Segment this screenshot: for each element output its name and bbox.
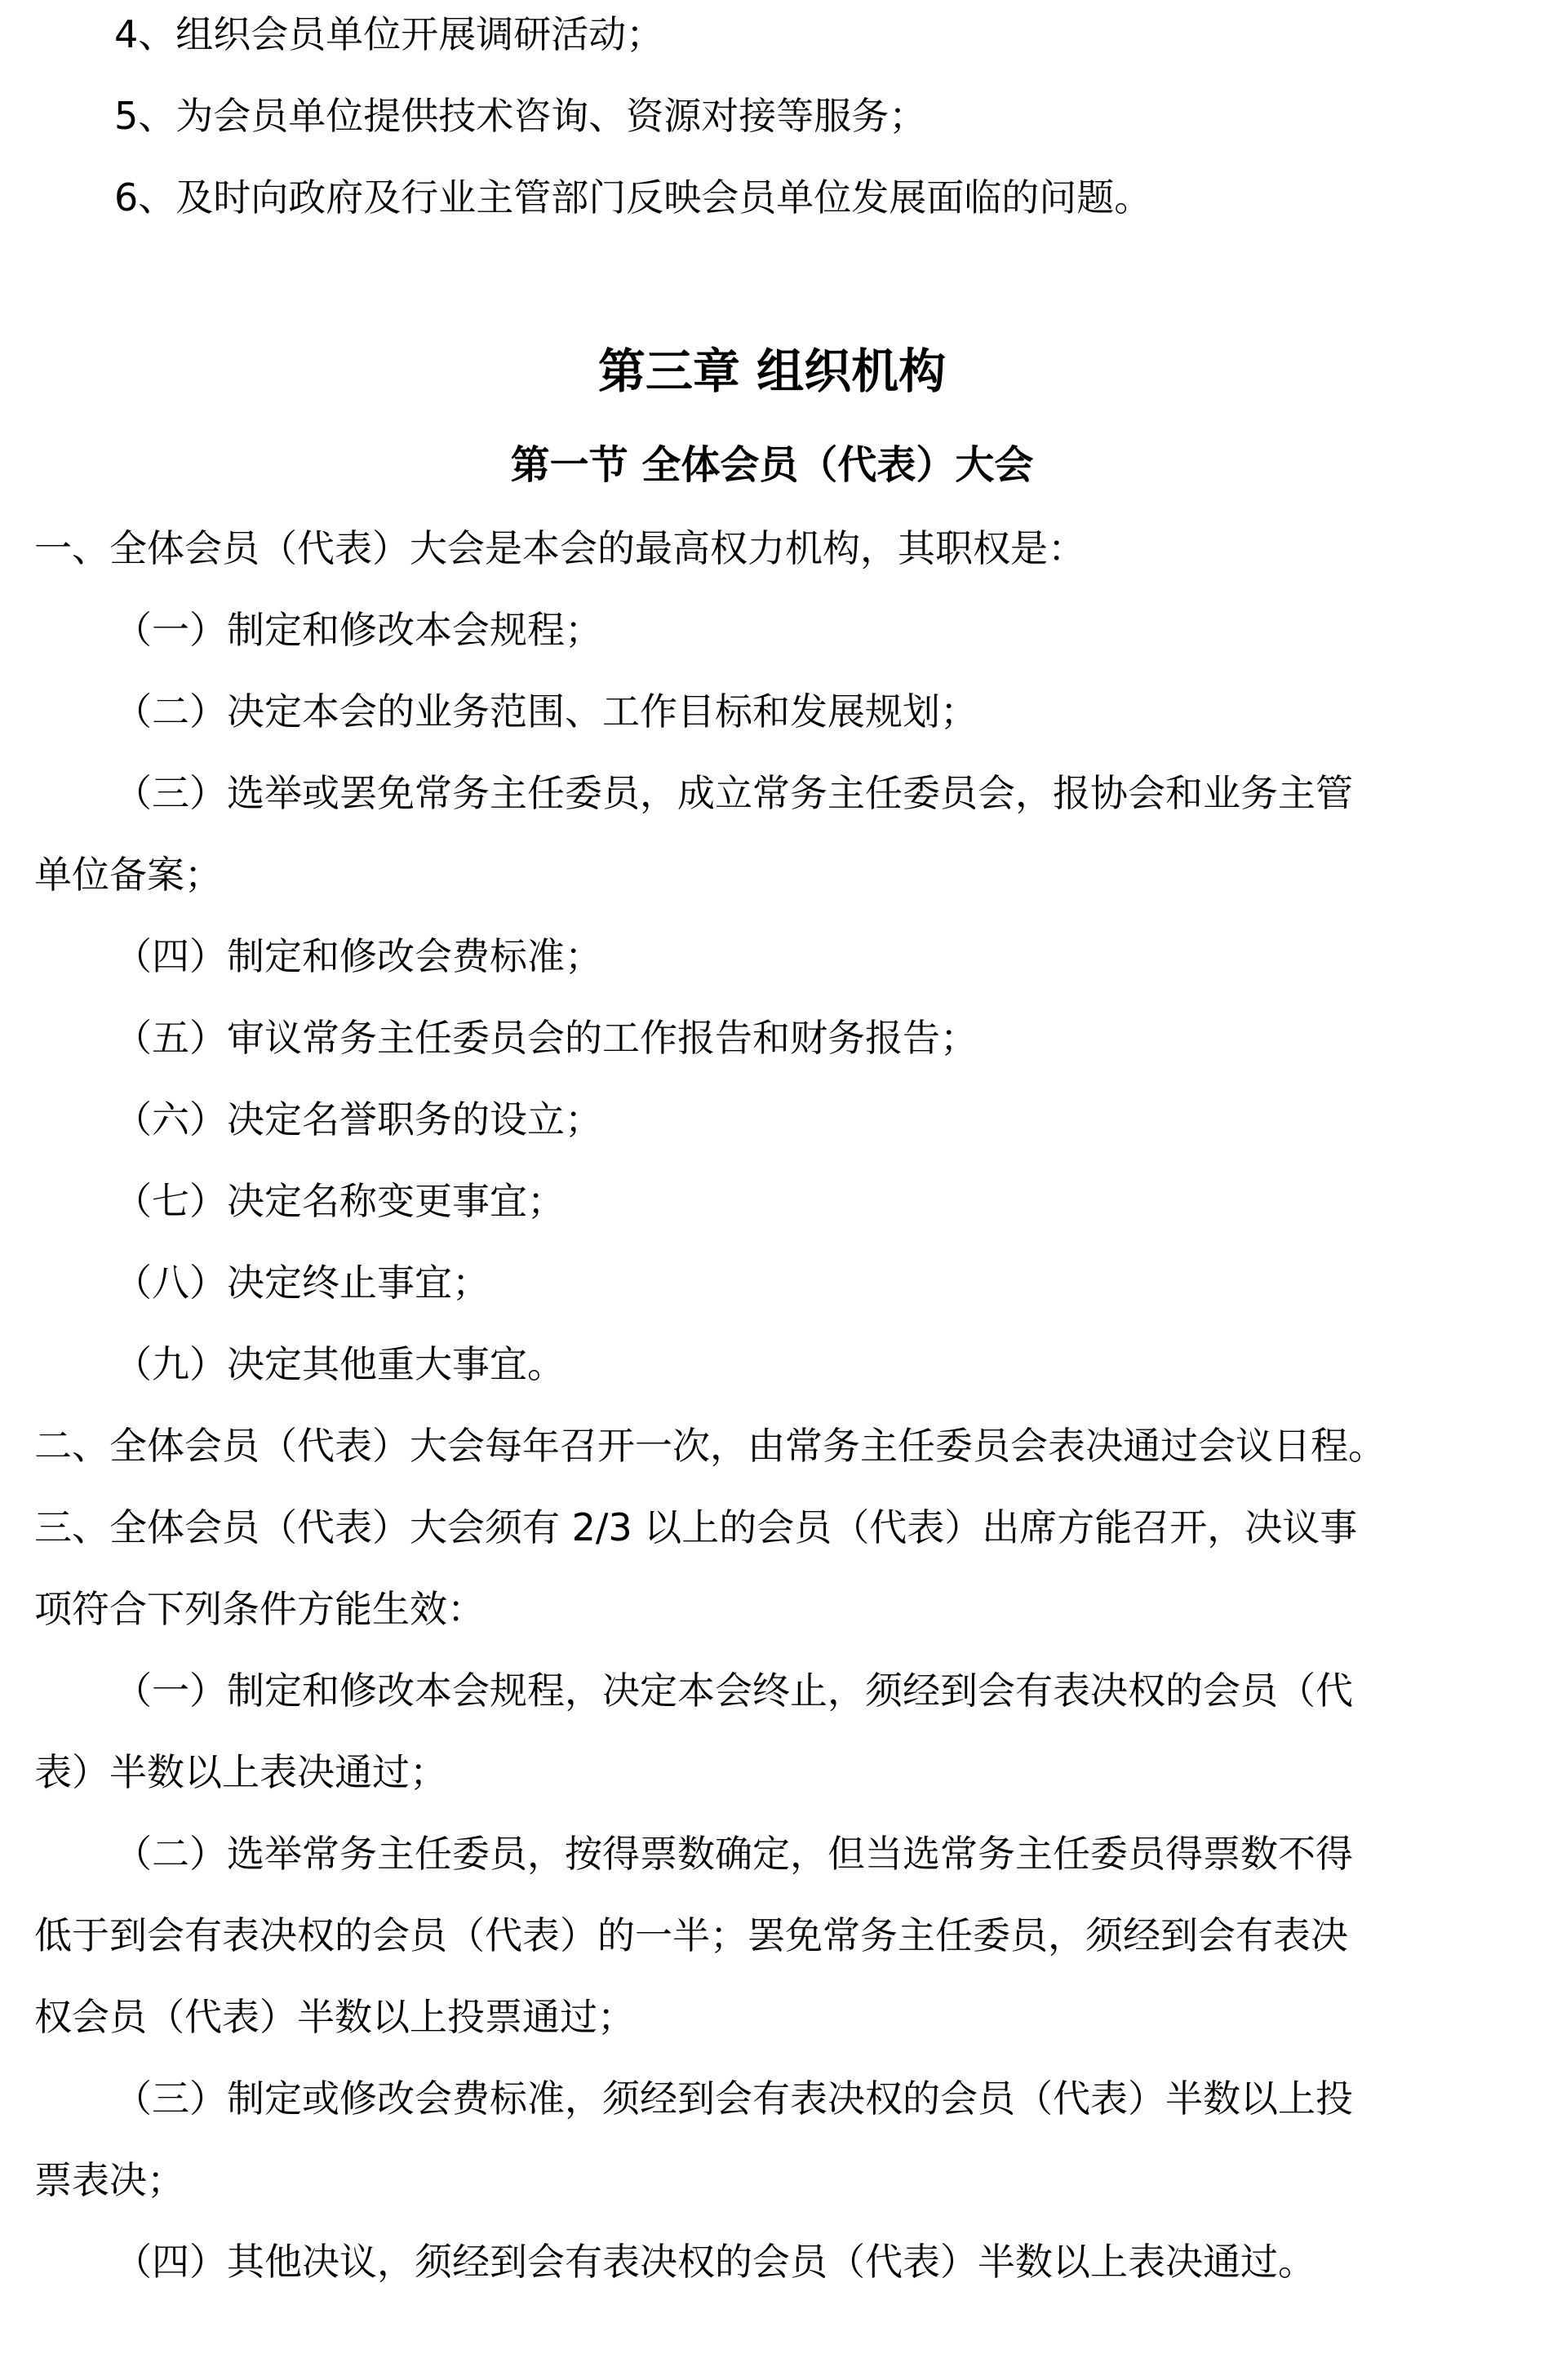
article-1-item-5: （五）审议常务主任委员会的工作报告和财务报告； [114, 1016, 978, 1060]
article-1-item-4: （四）制定和修改会费标准； [114, 934, 602, 978]
article-1-item-7: （七）决定名称变更事宜； [114, 1179, 565, 1223]
article-3-item-2-line-3: 权会员（代表）半数以上投票通过； [34, 1995, 635, 2039]
article-3-item-4: （四）其他决议，须经到会有表决权的会员（代表）半数以上表决通过。 [114, 2240, 1316, 2284]
article-3-item-2-line-2: 低于到会有表决权的会员（代表）的一半；罢免常务主任委员，须经到会有表决 [34, 1913, 1348, 1957]
article-1-item-6: （六）决定名誉职务的设立； [114, 1097, 602, 1141]
article-1-item-8: （八）决定终止事宜； [114, 1261, 490, 1305]
article-3-item-3-line-1: （三）制定或修改会费标准，须经到会有表决权的会员（代表）半数以上投 [114, 2076, 1353, 2121]
intro-item-6: 6、及时向政府及行业主管部门反映会员单位发展面临的问题。 [114, 175, 1152, 219]
article-1-item-1: （一）制定和修改本会规程； [114, 608, 602, 652]
article-1-item-3-line-1: （三）选举或罢免常务主任委员，成立常务主任委员会，报协会和业务主管 [114, 771, 1353, 815]
article-3-item-2-line-1: （二）选举常务主任委员，按得票数确定，但当选常务主任委员得票数不得 [114, 1832, 1353, 1876]
article-3-line-2: 项符合下列条件方能生效： [34, 1587, 485, 1631]
intro-item-4: 4、组织会员单位开展调研活动； [114, 12, 664, 56]
article-2: 二、全体会员（代表）大会每年召开一次，由常务主任委员会表决通过会议日程。 [34, 1424, 1386, 1468]
chapter-title: 第三章 组织机构 [597, 343, 947, 399]
article-1-item-3-line-2: 单位备案； [34, 853, 222, 897]
article-3-item-1-line-2: 表）半数以上表决通过； [34, 1750, 447, 1794]
article-3-item-3-line-2: 票表决； [34, 2158, 184, 2202]
article-1-item-9: （九）决定其他重大事宜。 [114, 1342, 565, 1386]
intro-item-5: 5、为会员单位提供技术咨询、资源对接等服务； [114, 94, 927, 138]
section-title: 第一节 全体会员（代表）大会 [510, 442, 1034, 488]
article-1-intro: 一、全体会员（代表）大会是本会的最高权力机构，其职权是： [34, 526, 1085, 570]
article-3-line-1: 三、全体会员（代表）大会须有 2/3 以上的会员（代表）出席方能召开，决议事 [34, 1505, 1358, 1549]
article-3-item-1-line-1: （一）制定和修改本会规程，决定本会终止，须经到会有表决权的会员（代 [114, 1669, 1353, 1713]
article-1-item-2: （二）决定本会的业务范围、工作目标和发展规划； [114, 689, 978, 734]
